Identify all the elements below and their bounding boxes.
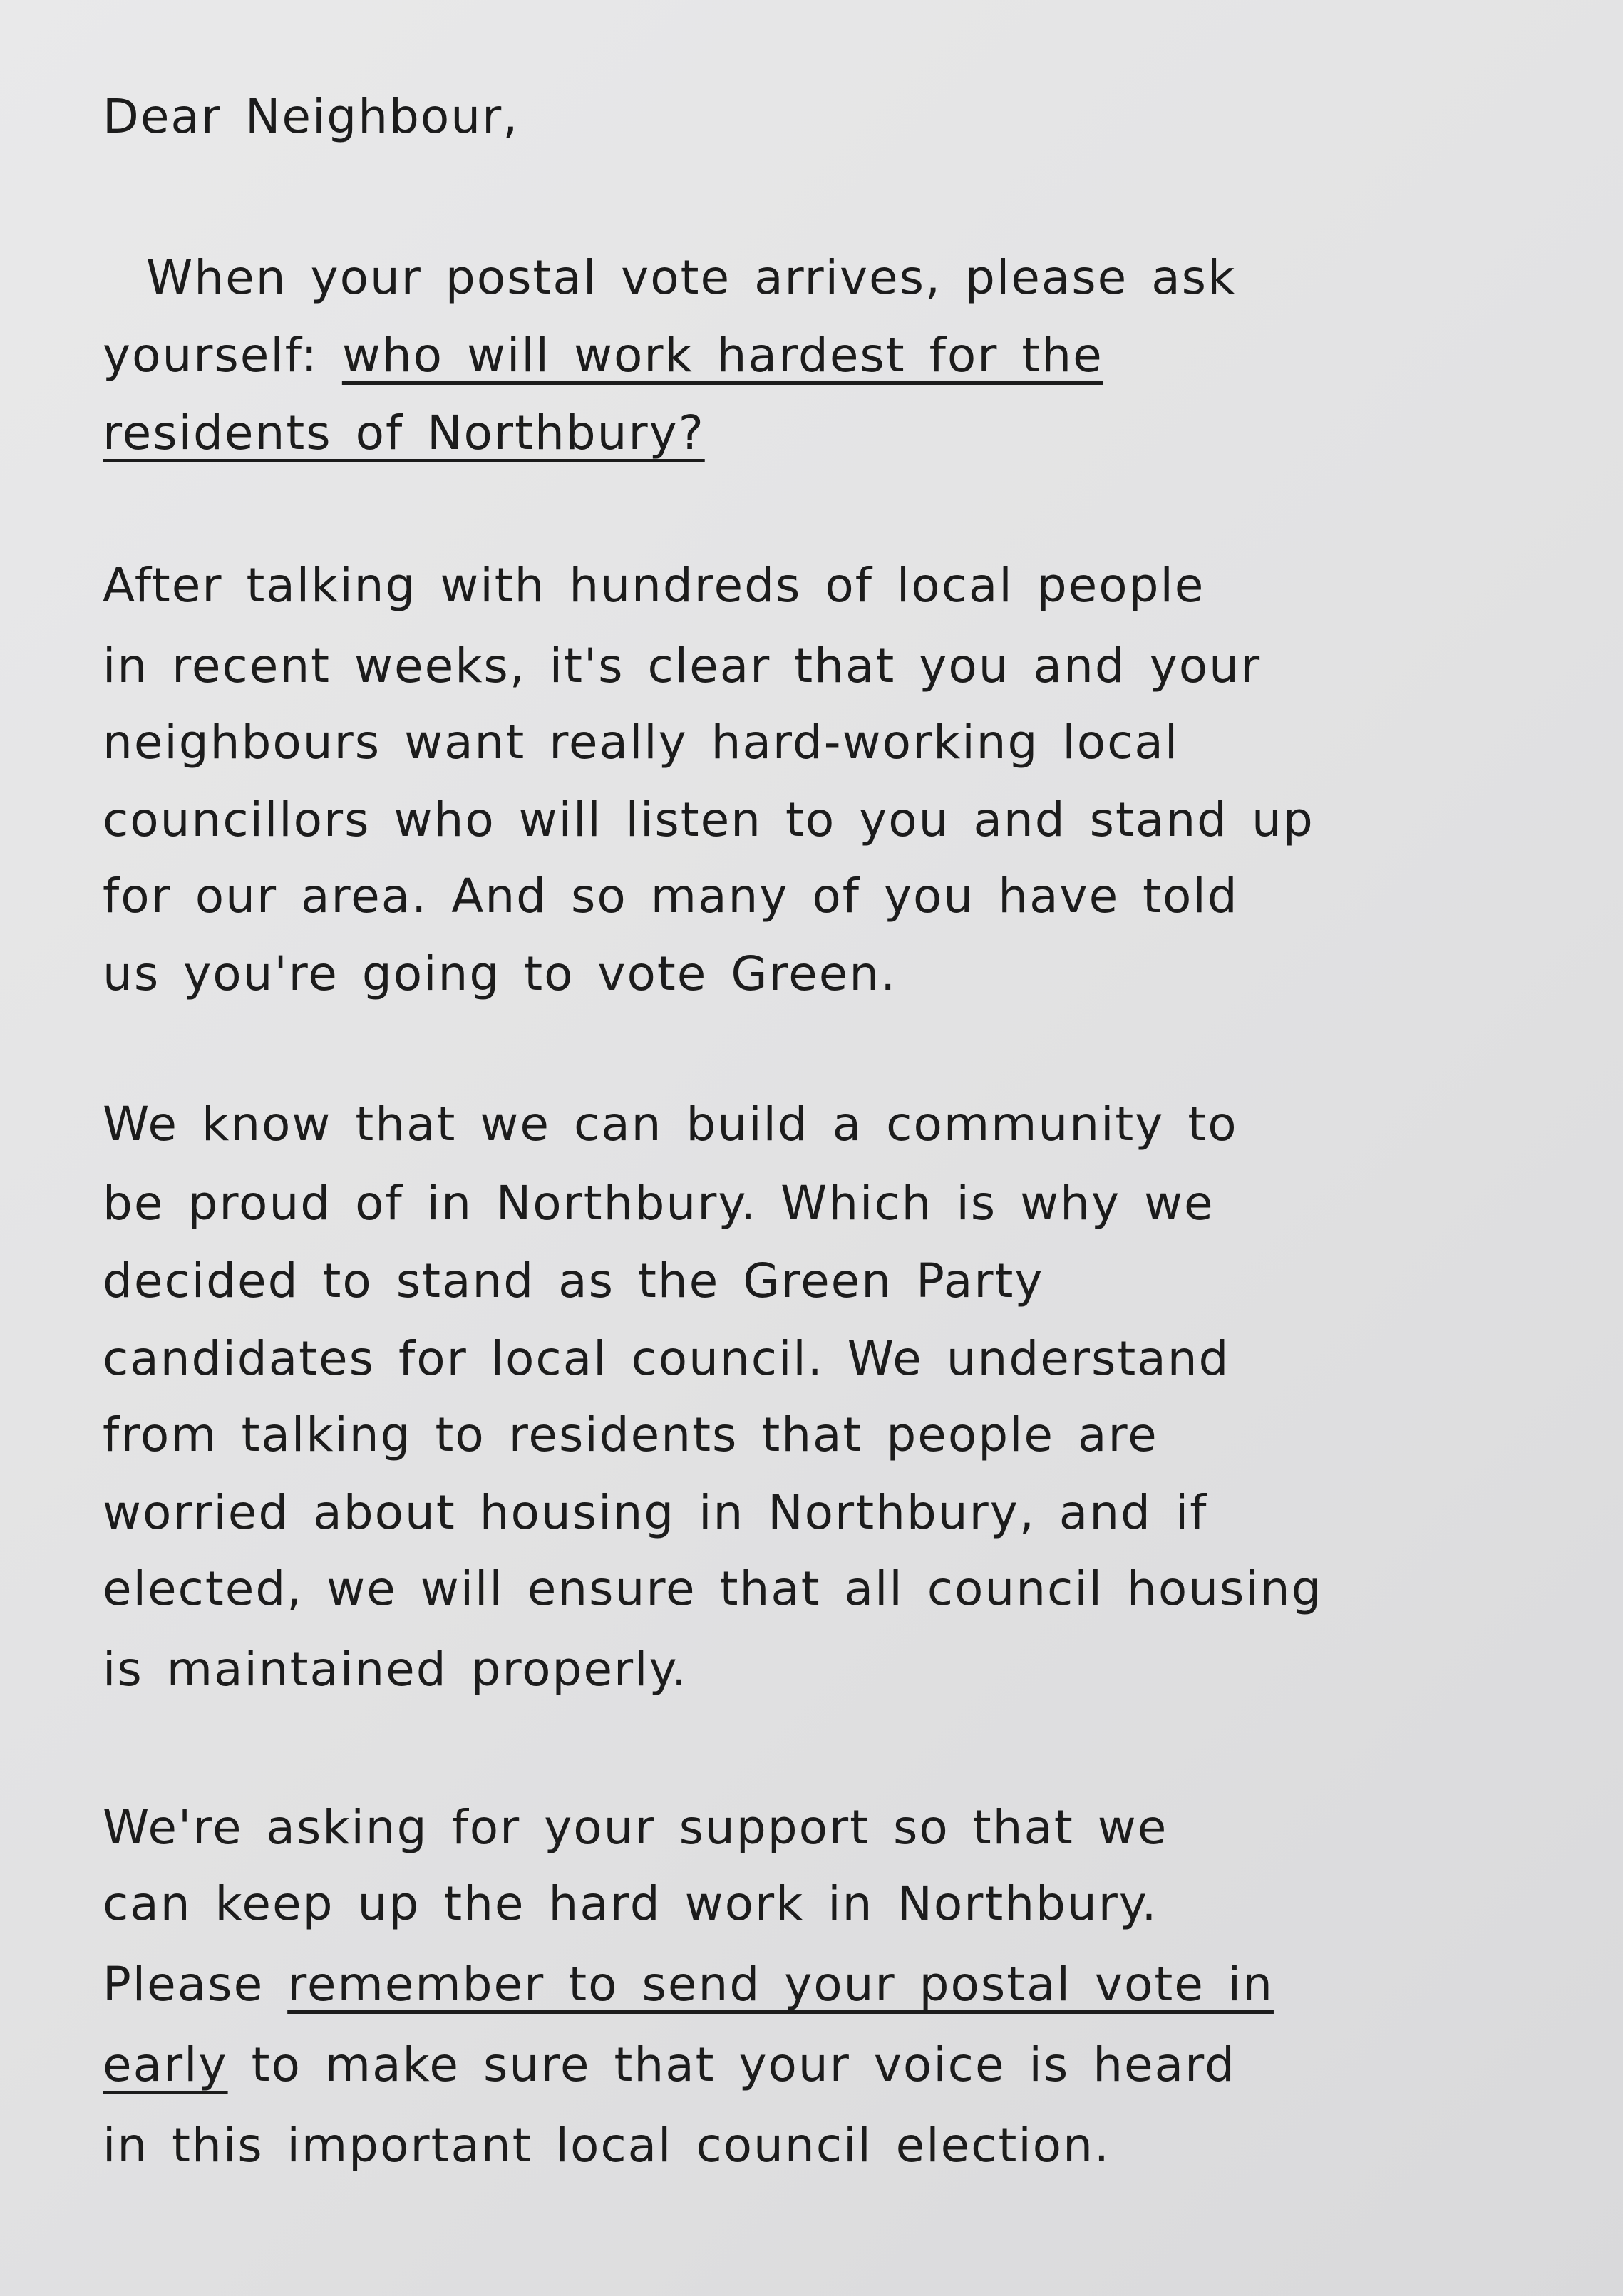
letter-line: for our area. And so many of you have told [103, 869, 1239, 924]
letter-line: When your postal vote arrives, please ask [146, 250, 1237, 305]
underlined-text: early [103, 2037, 228, 2092]
letter-line: candidates for local council. We understand [103, 1331, 1230, 1386]
letter-line: us you're going to vote Green. [103, 946, 897, 1001]
letter-line: in this important local council election. [103, 2118, 1111, 2173]
letter-line [103, 2029, 1236, 2101]
greeting: Dear Neighbour, [103, 89, 520, 144]
letter-line: in recent weeks, it's clear that you and your [103, 638, 1262, 693]
underlined-text: remember to send your postal vote in [287, 1957, 1274, 2012]
letter-line: We're asking for your support so that we [103, 1800, 1168, 1855]
letter-text: Please [103, 1957, 288, 2012]
letter-line: is maintained properly. [103, 1642, 689, 1697]
letter-line: decided to stand as the Green Party [103, 1253, 1044, 1308]
letter-text: yourself: [103, 328, 342, 383]
letter-line [103, 398, 705, 469]
letter-text: to make sure that your voice is heard [227, 2037, 1236, 2092]
letter-line: neighbours want really hard-working local [103, 715, 1180, 770]
letter-line: be proud of in Northbury. Which is why we [103, 1176, 1215, 1231]
underlined-text: who will work hardest for the [341, 328, 1103, 383]
letter-line: can keep up the hard work in Northbury. [103, 1876, 1158, 1931]
underlined-text: residents of Northbury? [103, 405, 705, 460]
letter-line: elected, we will ensure that all council housing [103, 1561, 1323, 1616]
letter-line: After talking with hundreds of local people [103, 558, 1205, 613]
letter-line: from talking to residents that people are [103, 1407, 1158, 1462]
letter-line: councillors who will listen to you and stand up [103, 792, 1314, 847]
letter-line: worried about housing in Northbury, and if [103, 1485, 1208, 1540]
letter-line [103, 320, 1103, 391]
letter-line [103, 1949, 1274, 2020]
letter-line: We know that we can build a community to [103, 1097, 1238, 1152]
